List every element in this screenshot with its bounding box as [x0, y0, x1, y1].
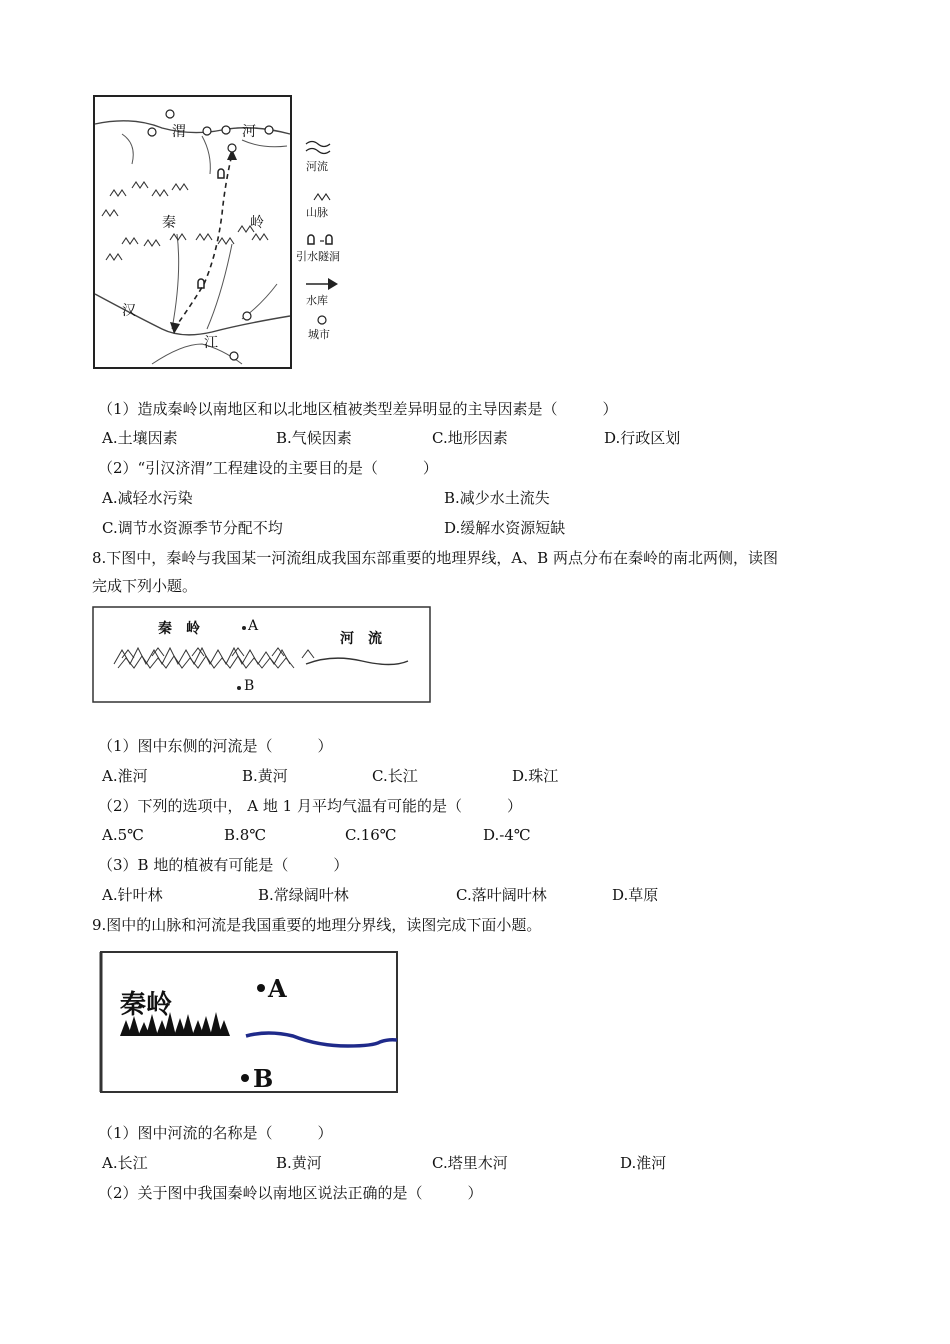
q9-sub1-option-c[interactable]: C.塔里木河	[432, 1154, 508, 1172]
q7-sub2-option-c[interactable]: C.调节水资源季节分配不均	[102, 519, 283, 537]
q8-sub2-option-d[interactable]: D.-4℃	[483, 826, 531, 844]
q8-figure-mountain-label: 秦 岭	[158, 621, 200, 637]
q8-figure-point-a: A	[248, 618, 259, 634]
map-label-he: 河	[242, 124, 256, 140]
q7-sub2-stem: （2）“引汉济渭”工程建设的主要目的是（ ）	[98, 459, 438, 477]
q8-sub3-option-a[interactable]: A.针叶林	[102, 886, 163, 904]
legend-mountain-label: 山脉	[306, 206, 328, 219]
q9-sub1-option-b[interactable]: B.黄河	[276, 1154, 322, 1172]
q8-figure-point-b: B	[244, 678, 255, 694]
q9-stem: 9.图中的山脉和河流是我国重要的地理分界线，读图完成下面小题。	[92, 916, 542, 934]
q8-sub1-option-d[interactable]: D.珠江	[512, 767, 559, 785]
q9-figure-graphic	[98, 950, 400, 1096]
q7-sub1-stem: （1）造成秦岭以南地区和以北地区植被类型差异明显的主导因素是（ ）	[98, 400, 618, 418]
q8-sub3-option-b[interactable]: B.常绿阔叶林	[258, 886, 349, 904]
q7-sub1-option-b[interactable]: B.气候因素	[276, 429, 352, 447]
q7-sub1-option-d[interactable]: D.行政区划	[604, 429, 681, 447]
map-figure	[92, 94, 362, 374]
q7-sub2-option-a[interactable]: A.减轻水污染	[102, 489, 193, 507]
map-label-qin: 秦	[162, 215, 176, 231]
legend-city-label: 城市	[308, 328, 330, 341]
map-label-jiang: 江	[204, 335, 218, 351]
q7-sub2-option-b[interactable]: B.减少水土流失	[444, 489, 550, 507]
q9-figure-point-a: A	[268, 974, 287, 1003]
q7-sub2-option-d[interactable]: D.缓解水资源短缺	[444, 519, 566, 537]
q9-figure	[98, 950, 400, 1096]
q7-sub1-option-a[interactable]: A.土壤因素	[102, 429, 178, 447]
q9-sub1-stem: （1）图中河流的名称是（ ）	[98, 1124, 333, 1142]
q8-sub3-option-c[interactable]: C.落叶阔叶林	[456, 886, 547, 904]
map-label-han: 汉	[122, 303, 136, 319]
q7-sub1-option-c[interactable]: C.地形因素	[432, 429, 508, 447]
q9-sub1-option-d[interactable]: D.淮河	[620, 1154, 667, 1172]
q8-sub2-stem: （2）下列的选项中， A 地 1 月平均气温有可能的是（ ）	[98, 797, 522, 815]
q8-stem-line2: 完成下列小题。	[92, 577, 198, 595]
q8-sub3-stem: （3）B 地的植被有可能是（ ）	[98, 856, 349, 874]
q9-sub2-stem: （2）关于图中我国秦岭以南地区说法正确的是（ ）	[98, 1184, 483, 1202]
legend-river-label: 河流	[306, 160, 328, 173]
map-label-ling: 岭	[250, 215, 264, 231]
q8-sub2-option-c[interactable]: C.16℃	[345, 826, 397, 844]
legend-reservoir-label: 水库	[306, 294, 328, 307]
legend-tunnel-label: 引水隧洞	[296, 250, 340, 263]
q8-figure	[92, 606, 432, 704]
q9-figure-point-b: B	[253, 1064, 274, 1093]
q8-sub3-option-d[interactable]: D.草原	[612, 886, 659, 904]
q8-sub2-option-b[interactable]: B.8℃	[224, 826, 267, 844]
q9-sub1-option-a[interactable]: A.长江	[102, 1154, 148, 1172]
q8-figure-graphic	[92, 606, 432, 704]
q8-sub2-option-a[interactable]: A.5℃	[102, 826, 144, 844]
q8-sub1-option-a[interactable]: A.淮河	[102, 767, 148, 785]
q8-sub1-stem: （1）图中东侧的河流是（ ）	[98, 737, 333, 755]
q8-sub1-option-b[interactable]: B.黄河	[242, 767, 288, 785]
q8-sub1-option-c[interactable]: C.长江	[372, 767, 418, 785]
q8-stem-line1: 8.下图中，秦岭与我国某一河流组成我国东部重要的地理界线，A、B 两点分布在秦岭的南北两侧，读图	[92, 549, 778, 567]
q9-figure-mountain-label: 秦岭	[120, 990, 173, 1020]
q8-figure-river-label: 河 流	[340, 631, 382, 647]
map-label-wei: 渭	[172, 124, 186, 140]
